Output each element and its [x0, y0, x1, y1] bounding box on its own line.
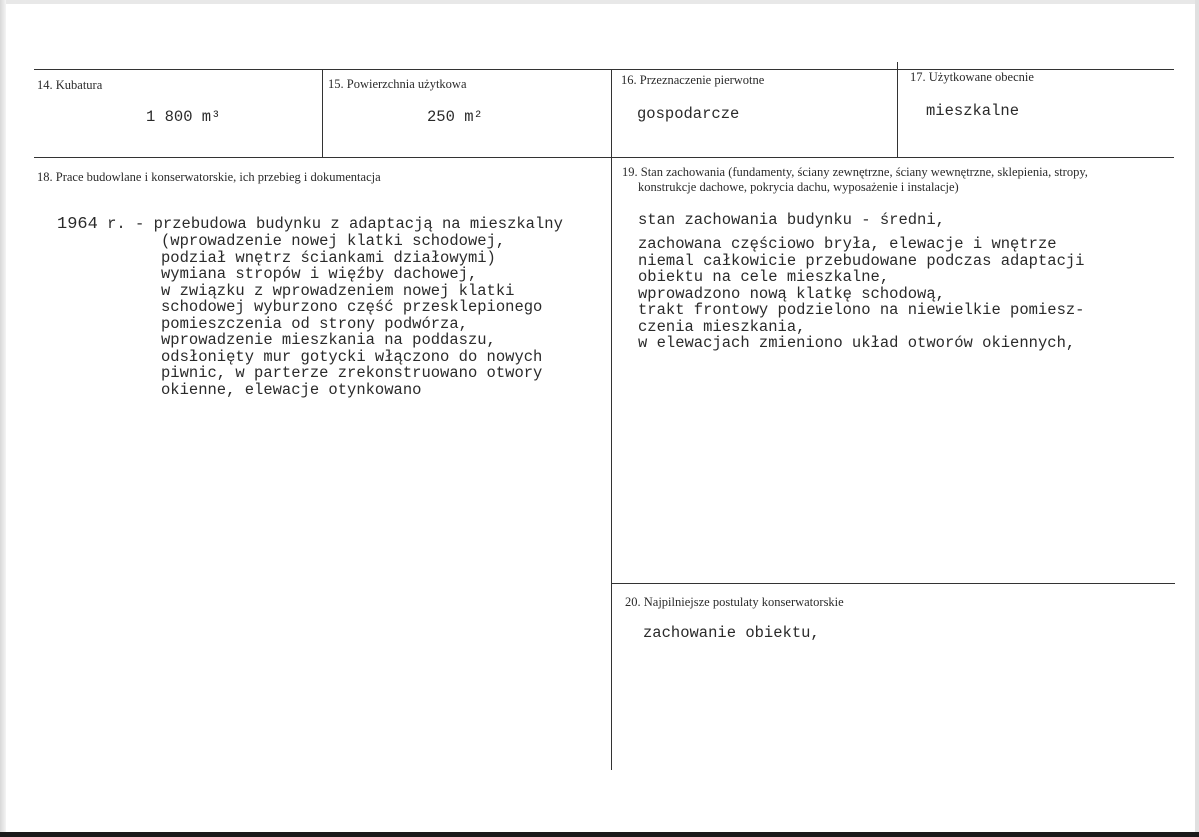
field-16-label: 16. Przeznaczenie pierwotne	[621, 73, 765, 87]
field-20-value: zachowanie obiektu,	[643, 624, 820, 642]
field-19-label-line1: 19. Stan zachowania (fundamenty, ściany zewnętrzne, ściany wewnętrzne, sklepienia, stropy,	[622, 165, 1088, 179]
scan-edge-top	[0, 0, 1199, 4]
divider-14-15	[322, 69, 323, 157]
field-15-label: 15. Powierzchnia użytkowa	[328, 77, 467, 91]
field-19-line: niemal całkowicie przebudowane podczas adaptacji	[638, 251, 1085, 270]
field-19-line: zachowana częściowo bryła, elewacje i wnętrze	[638, 235, 1057, 253]
scan-edge-bottom	[0, 832, 1199, 837]
field-18-line: w związku z wprowadzeniem nowej klatki	[161, 281, 515, 300]
field-20-label: 20. Najpilniejsze postulaty konserwatorskie	[625, 595, 844, 609]
field-19-label-line2: konstrukcje dachowe, pokrycia dachu, wyposażenie i instalacje)	[638, 180, 959, 194]
field-19-first-line: stan zachowania budynku - średni,	[638, 211, 945, 229]
field-18-line: pomieszczenia od strony podwórza,	[161, 314, 468, 333]
field-18-first-line	[57, 216, 563, 234]
field-18-line: okienne, elewacje otynkowano	[161, 380, 422, 399]
field-18-line: wprowadzenie mieszkania na poddaszu,	[161, 331, 496, 349]
field-14-label: 14. Kubatura	[37, 78, 103, 92]
field-18-line: (wprowadzenie nowej klatki schodowej,	[161, 232, 506, 250]
scan-edge-right	[1195, 0, 1199, 837]
rule-row2	[34, 157, 1174, 158]
field-19-line: obiektu na cele mieszkalne,	[638, 268, 890, 286]
field-14-value: 1 800 m³	[146, 108, 221, 126]
field-18-year: 1964	[57, 215, 98, 234]
field-19-line: czenia mieszkania,	[638, 317, 806, 336]
field-17-value: mieszkalne	[926, 102, 1020, 120]
field-18-line: schodowej wyburzono część przesklepionego	[161, 298, 543, 316]
scan-edge-left	[0, 0, 6, 837]
divider-15-16	[611, 69, 612, 770]
field-15-value: 250 m²	[427, 108, 483, 126]
field-18-line: odsłonięty mur gotycki włączono do nowych	[161, 347, 543, 366]
field-18-line: wymiana stropów i więźby dachowej,	[161, 265, 478, 283]
divider-16-17	[897, 62, 898, 157]
field-16-value: gospodarcze	[637, 105, 740, 123]
field-18-first-text: r. - przebudowa budynku z adaptacją na mieszkalny	[97, 215, 563, 233]
field-17-label: 17. Użytkowane obecnie	[910, 70, 1034, 84]
rule-field20	[612, 583, 1175, 584]
field-18-line: podział wnętrz ściankami działowymi)	[161, 248, 496, 267]
field-19-text	[638, 236, 1084, 352]
field-19-line: trakt frontowy podzielono na niewielkie pomiesz-	[638, 301, 1085, 319]
field-18-text	[161, 233, 542, 398]
field-18-line: piwnic, w parterze zrekonstruowano otwory	[161, 364, 543, 382]
field-19-line: w elewacjach zmieniono układ otworów okiennych,	[638, 334, 1076, 352]
field-19-line: wprowadzono nową klatkę schodową,	[638, 284, 945, 303]
field-18-label: 18. Prace budowlane i konserwatorskie, ich przebieg i dokumentacja	[37, 170, 381, 184]
